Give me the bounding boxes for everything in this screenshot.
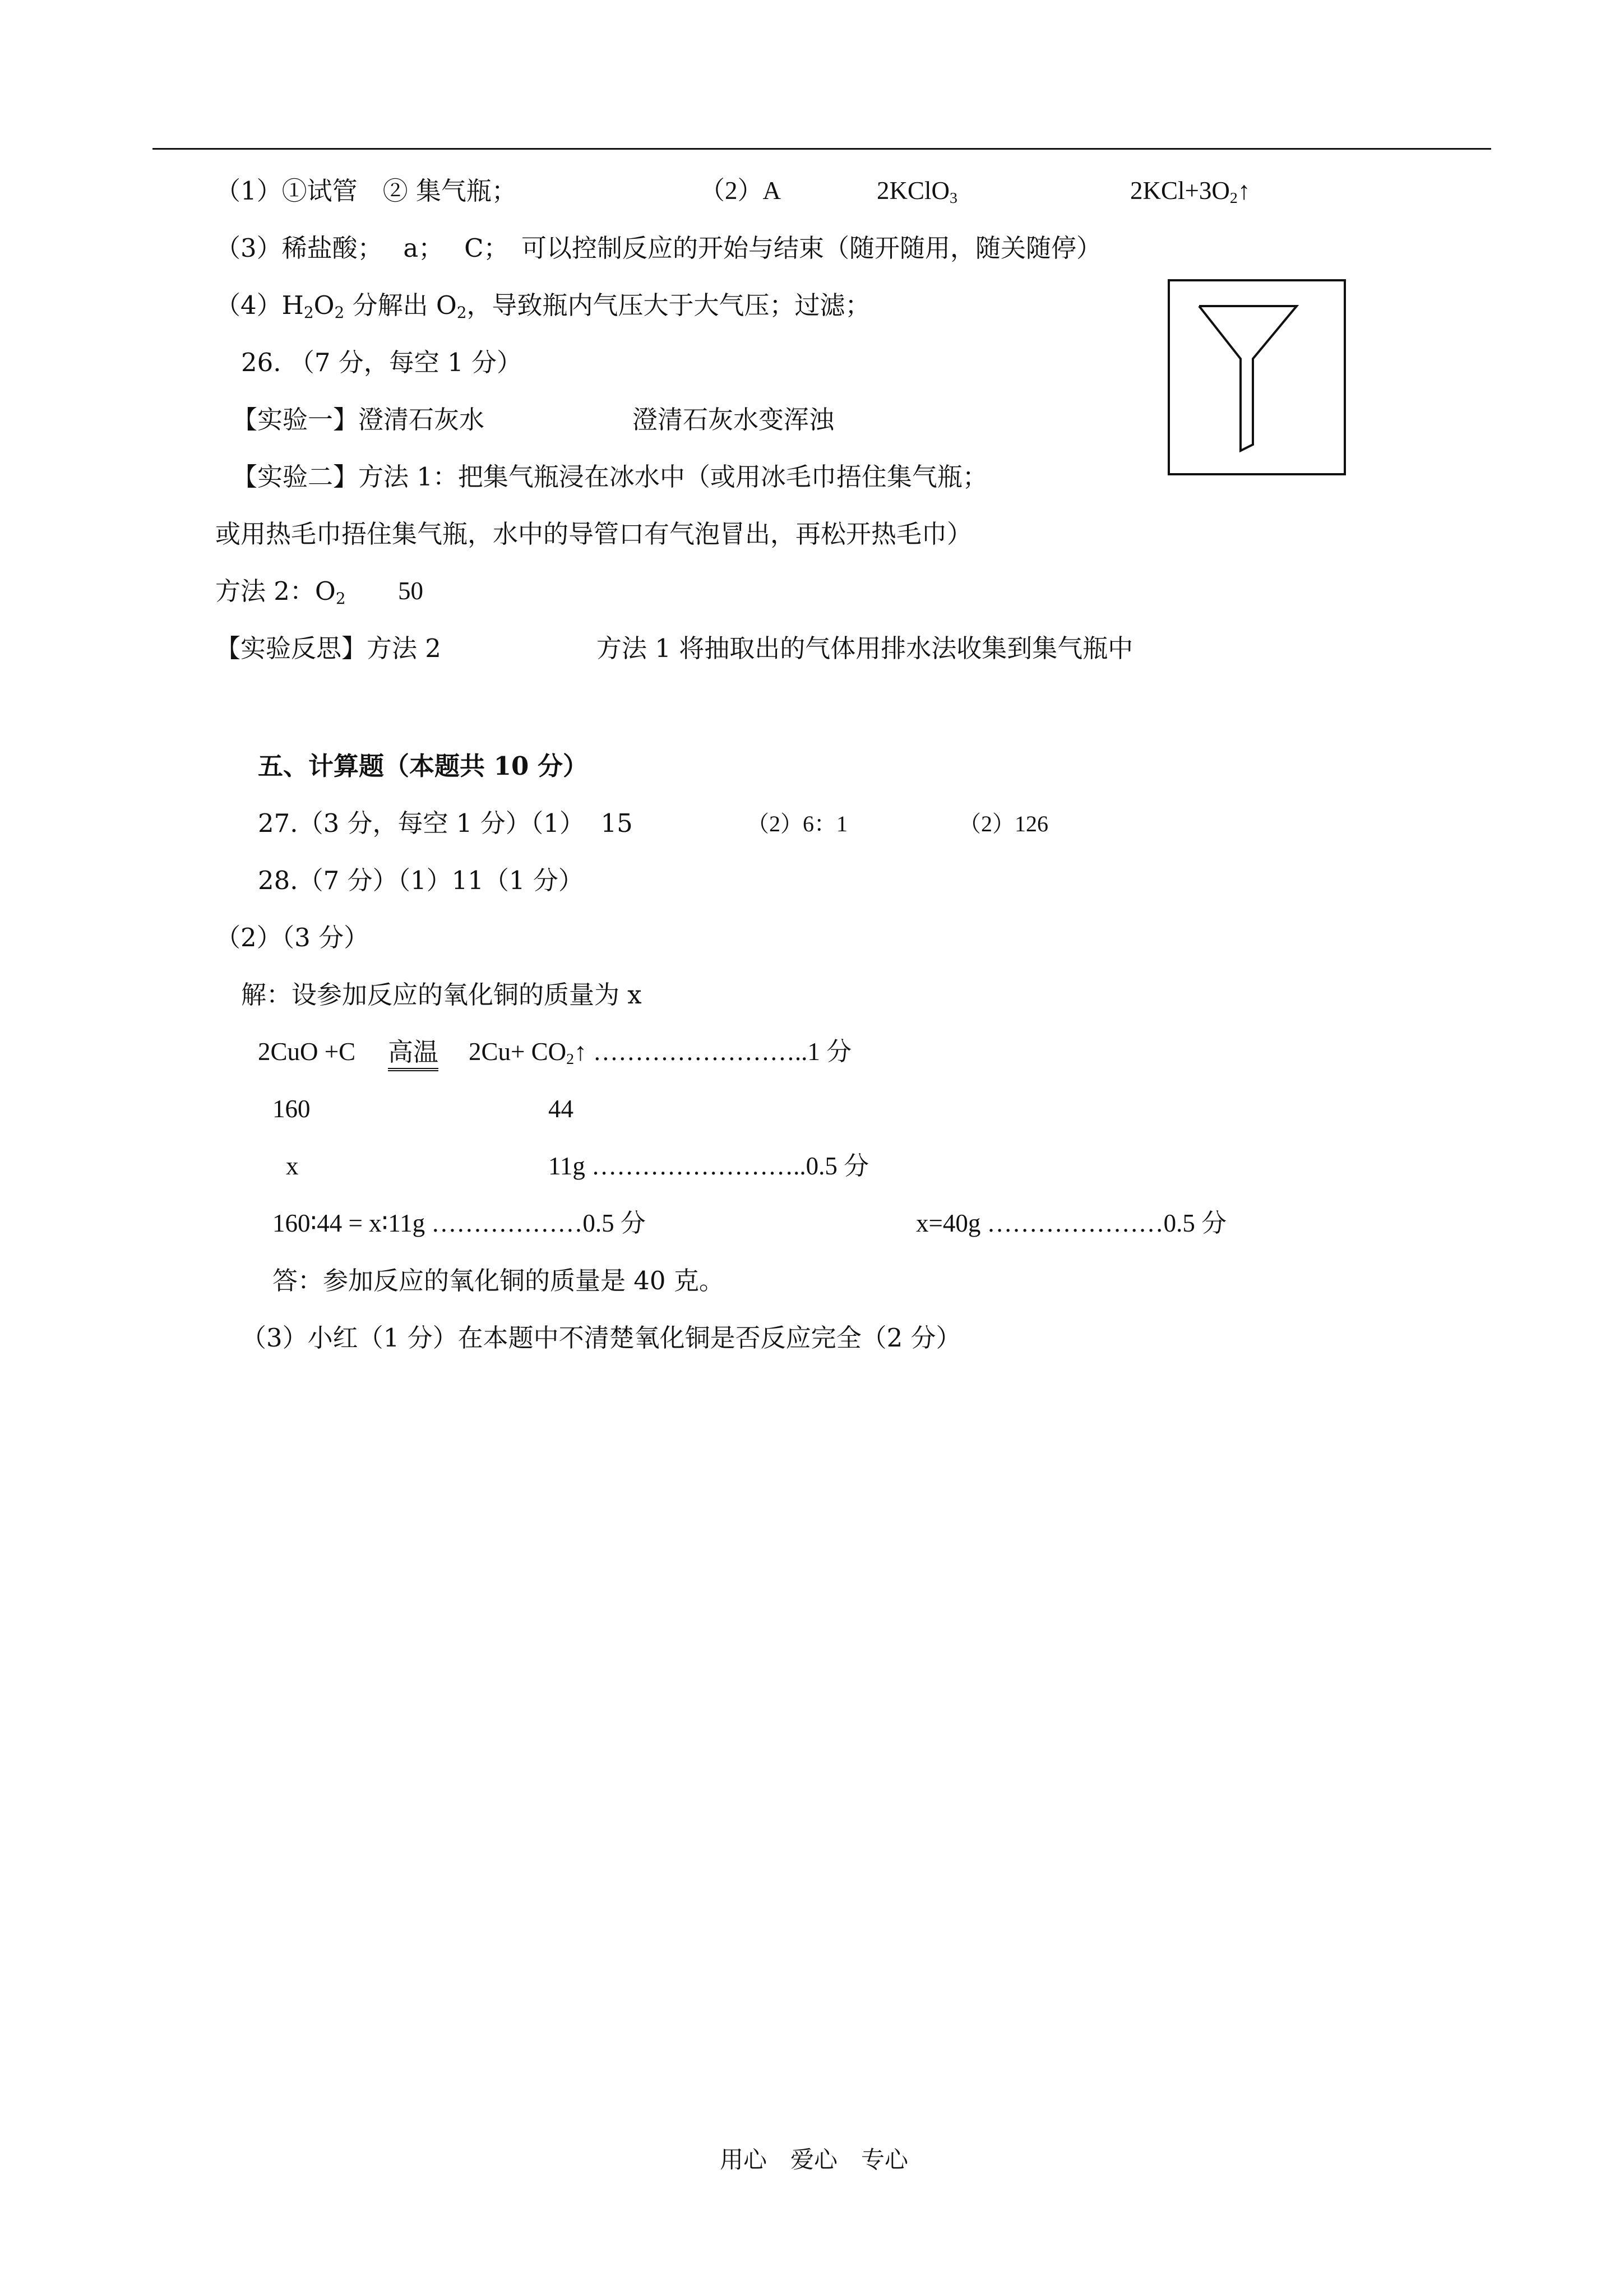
proportion: 160∶44 = x∶11g ………………0.5 分 xyxy=(272,1209,646,1237)
answer-25-4: $(4)H_2O_2$ 分解出 $O_2$，导致瓶内气压大于大气压；过滤； xyxy=(215,290,871,322)
calc-equation-reactants: 2CuO +C xyxy=(258,1038,356,1066)
equation-product: $2KCl+3O_2↑$ xyxy=(1130,177,1251,207)
answer-25-1: （1）①试管 ② 集气瓶； xyxy=(215,176,517,206)
funnel-figure xyxy=(1168,279,1346,475)
experiment-1: 【实验一】澄清石灰水 xyxy=(232,405,485,434)
experiment-2: 【实验二】方法 1：把集气瓶浸在冰水中（或用冰毛巾捂住集气瓶； xyxy=(232,462,988,492)
result-x: x=40g …………………0.5 分 xyxy=(916,1209,1227,1237)
section-5-title: 五、计算题（本题共 10 分） xyxy=(258,751,588,781)
calc-equation-products: $2Cu+ CO_2↑$ ……………………..1 分 xyxy=(469,1038,852,1068)
page-footer: 用心 爱心 专心 xyxy=(720,2146,909,2173)
reflection-detail: 方法 1 将抽取出的气体用排水法收集到集气瓶中 xyxy=(596,633,1133,663)
solution-setup: 解：设参加反应的氧化铜的质量为 x xyxy=(241,980,642,1010)
experiment-1-result: 澄清石灰水变浑浊 xyxy=(632,405,835,434)
question-27: 27.（3 分，每空 1 分）（1） 15 xyxy=(258,808,633,838)
experiment-2-continued: 或用热毛巾捂住集气瓶，水中的导管口有气泡冒出，再松开热毛巾） xyxy=(215,519,973,549)
answer-statement: 答：参加反应的氧化铜的质量是 40 克。 xyxy=(272,1266,724,1295)
molar-mass-cuo: 160 xyxy=(272,1095,311,1123)
answer-25-2: （2）A xyxy=(700,177,781,205)
question-27-3: （2）126 xyxy=(959,811,1048,836)
molar-mass-co2: 44 xyxy=(548,1095,573,1123)
answer-25-3: （3）稀盐酸； a； C； 可以控制反应的开始与结束（随开随用，随关随停） xyxy=(215,233,1102,263)
reflection: 【实验反思】方法 2 xyxy=(215,633,441,663)
question-28-2: （2）（3 分） xyxy=(215,923,369,952)
co2-mass: 11g ……………………..0.5 分 xyxy=(548,1152,869,1180)
header-rule xyxy=(152,148,1491,150)
unknown-x: x xyxy=(286,1152,299,1180)
question-28: 28.（7 分）（1）11（1 分） xyxy=(258,866,584,895)
reaction-condition: 高温 xyxy=(388,1039,438,1071)
question-27-2: （2）6：1 xyxy=(747,811,848,836)
method-2: 方法 2：$O_2$ xyxy=(215,576,346,608)
equation-reactant: 2KClO$_3$ xyxy=(877,177,957,207)
question-28-3: （3）小红（1 分）在本题中不清楚氧化铜是否反应完全（2 分） xyxy=(241,1323,961,1353)
method-2-value: 50 xyxy=(398,577,423,605)
question-26-header: 26. （7 分，每空 1 分） xyxy=(241,348,522,377)
